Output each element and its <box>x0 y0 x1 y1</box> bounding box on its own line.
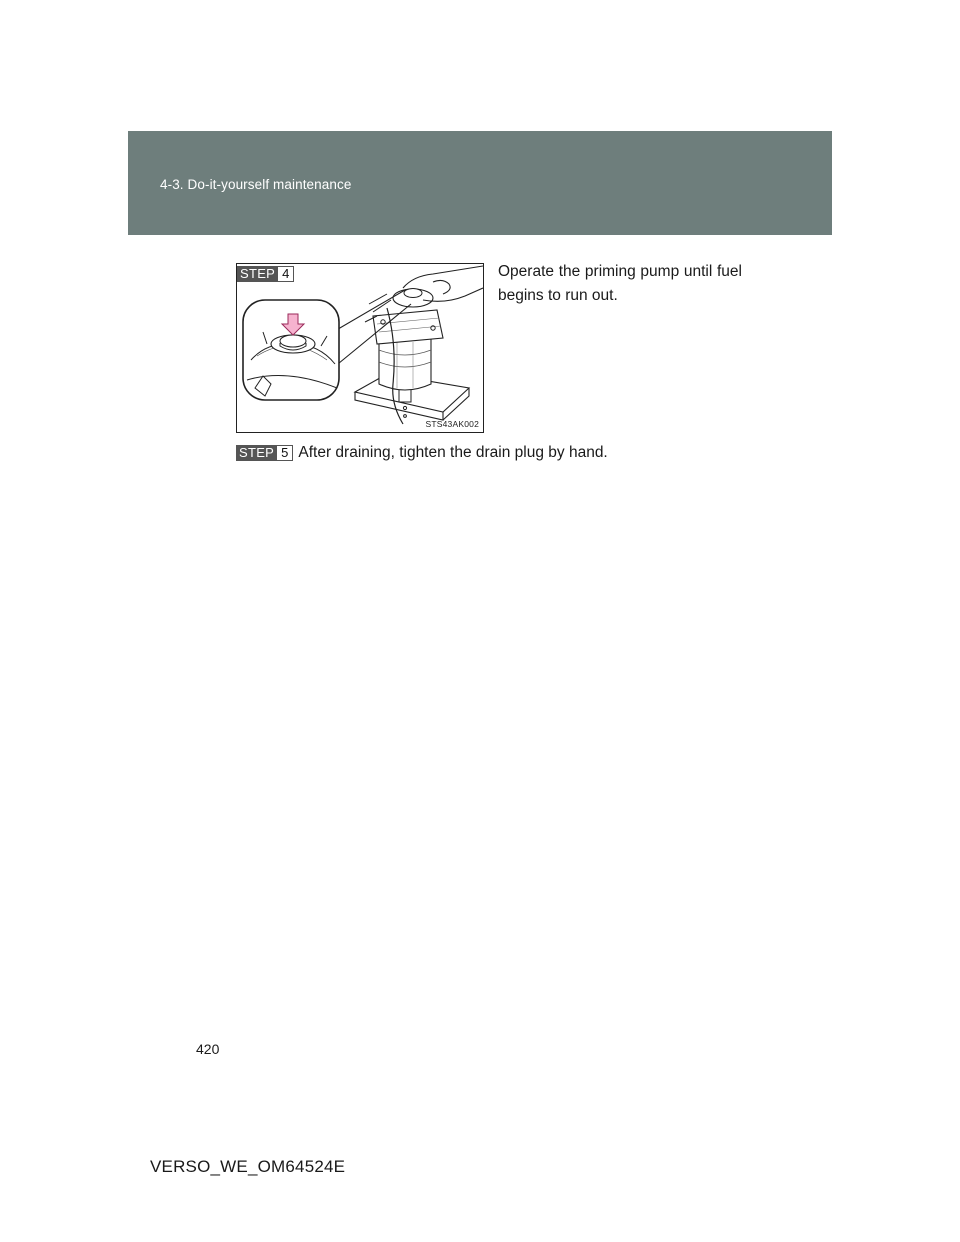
section-title: 4-3. Do-it-yourself maintenance <box>160 177 352 192</box>
step-4-illustration <box>236 263 484 433</box>
step-5-row <box>236 443 608 463</box>
step-number: 4 <box>278 266 294 282</box>
step-word: STEP <box>236 445 277 461</box>
document-code: VERSO_WE_OM64524E <box>150 1157 346 1176</box>
step-4-instruction: Operate the priming pump until fuel begins to run out. <box>498 263 742 304</box>
figure-code: STS43AK002 <box>425 419 479 429</box>
step-5-badge <box>236 445 293 461</box>
step-4-badge <box>237 266 294 282</box>
page-number: 420 <box>196 1041 220 1057</box>
step-number: 5 <box>277 445 293 461</box>
header-band <box>128 131 832 235</box>
priming-pump-drawing <box>237 264 484 433</box>
step-5-instruction: After draining, tighten the drain plug by hand. <box>298 444 608 461</box>
step-word: STEP <box>237 266 278 282</box>
